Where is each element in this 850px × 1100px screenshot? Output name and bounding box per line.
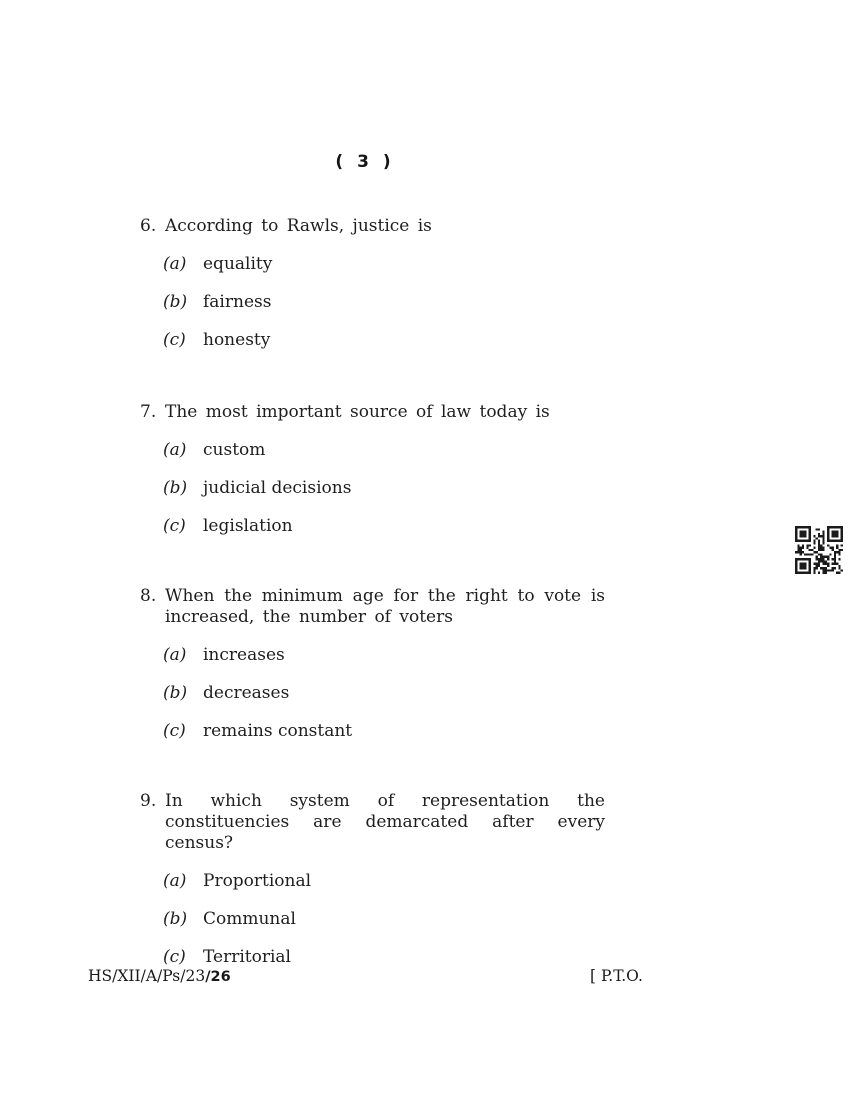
footer-paper-code <box>88 967 231 985</box>
option-label: fairness <box>203 292 272 312</box>
option-letter: (c) <box>163 721 186 741</box>
option-row <box>163 254 620 275</box>
option-letter: (c) <box>163 330 186 350</box>
option-label: remains constant <box>203 721 353 741</box>
footer-code-normal: HS/XII/A/Ps/23 <box>88 967 206 985</box>
option-row <box>163 871 620 892</box>
option-label: equality <box>203 254 273 274</box>
option-row <box>163 721 620 742</box>
option-letter: (a) <box>163 645 187 665</box>
question-text: According to Rawls, justice is <box>165 216 432 236</box>
option-letter: (b) <box>163 683 188 703</box>
option-row <box>163 645 620 666</box>
question-number: 7. <box>140 402 157 422</box>
option-letter: (b) <box>163 909 188 929</box>
option-row <box>163 292 620 313</box>
option-row <box>163 947 620 968</box>
question-8 <box>140 586 620 742</box>
option-letter: (a) <box>163 254 187 274</box>
option-letter: (b) <box>163 478 188 498</box>
question-text: In which system of representation the constituencies are demarcated after every census? <box>165 791 605 853</box>
question-text: When the minimum age for the right to vote is increased, the number of voters <box>165 586 605 627</box>
option-label: decreases <box>203 683 290 703</box>
option-letter: (c) <box>163 947 186 967</box>
option-label: increases <box>203 645 285 665</box>
question-9 <box>140 791 620 968</box>
footer-code-bold: /26 <box>205 969 231 985</box>
option-label: legislation <box>203 516 293 536</box>
option-letter: (b) <box>163 292 188 312</box>
option-label: Proportional <box>203 871 312 891</box>
options-list <box>140 871 620 968</box>
options-list <box>140 440 620 537</box>
option-row <box>163 478 620 499</box>
option-row <box>163 440 620 461</box>
option-label: Territorial <box>203 947 291 967</box>
question-number: 9. <box>140 791 157 811</box>
option-letter: (a) <box>163 871 187 891</box>
option-row <box>163 330 620 351</box>
option-row <box>163 516 620 537</box>
options-list <box>140 645 620 742</box>
question-number: 8. <box>140 586 157 606</box>
page-number: ( 3 ) <box>335 152 395 172</box>
footer-pto: [ P.T.O. <box>590 967 643 985</box>
qr-code <box>793 526 845 574</box>
option-row <box>163 683 620 704</box>
option-row <box>163 909 620 930</box>
option-label: judicial decisions <box>203 478 352 498</box>
options-list <box>140 254 620 351</box>
option-letter: (a) <box>163 440 187 460</box>
question-7 <box>140 402 620 537</box>
option-label: custom <box>203 440 266 460</box>
option-label: Communal <box>203 909 296 929</box>
question-6 <box>140 216 620 351</box>
option-label: honesty <box>203 330 271 350</box>
option-letter: (c) <box>163 516 186 536</box>
question-number: 6. <box>140 216 157 236</box>
question-text: The most important source of law today is <box>165 402 550 422</box>
